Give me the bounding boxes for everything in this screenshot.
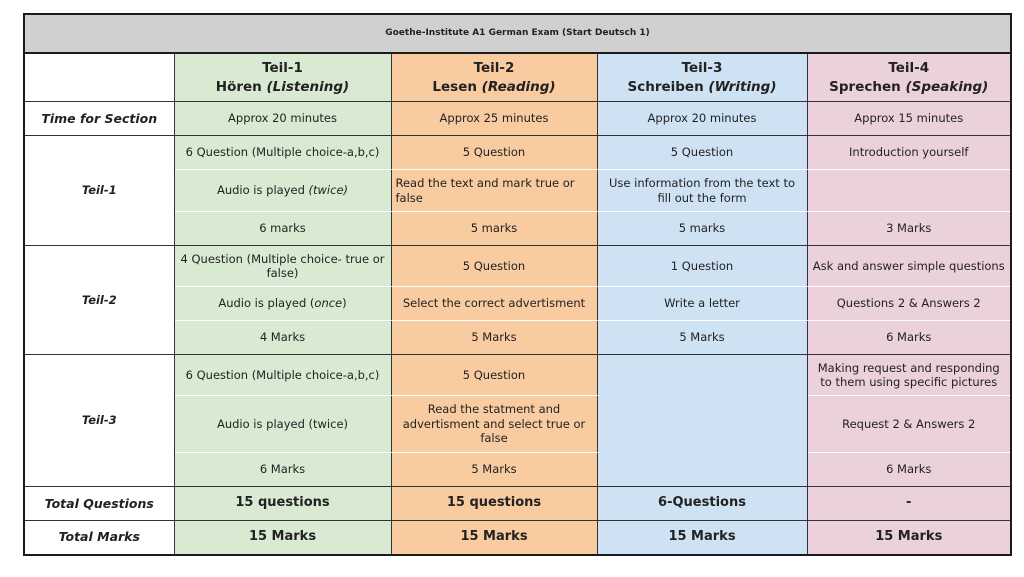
column-header-part: Teil-1 <box>262 60 303 77</box>
column-header-name: Sprechen <box>829 78 901 95</box>
total-questions-row <box>24 487 1011 521</box>
total-marks-row <box>24 521 1011 555</box>
row-label-teil1: Teil-1 <box>24 136 174 246</box>
cell: 6 Marks <box>807 453 1011 487</box>
cell: Questions 2 & Answers 2 <box>807 287 1011 321</box>
column-header-name: Lesen <box>432 78 477 95</box>
column-header-row <box>24 53 1011 102</box>
cell: 5 Marks <box>597 321 807 355</box>
cell: 6 Marks <box>807 321 1011 355</box>
cell <box>597 453 807 487</box>
cell-emphasis: (twice) <box>308 183 349 198</box>
cell: Select the correct advertisment <box>391 287 597 321</box>
table-row <box>24 355 1011 396</box>
cell: Introduction yourself <box>807 136 1011 170</box>
table-title: Goethe-Institute A1 German Exam (Start Deutsch 1) <box>24 14 1011 53</box>
column-header-name: Schreiben <box>627 78 704 95</box>
row-label-total-marks: Total Marks <box>24 521 174 555</box>
column-header-teil4 <box>807 53 1011 102</box>
table-row <box>24 246 1011 287</box>
row-label-teil3: Teil-3 <box>24 355 174 487</box>
cell: 3 Marks <box>807 212 1011 246</box>
cell: Read the statment and advertisment and select true or false <box>391 396 597 453</box>
corner-cell <box>24 53 174 102</box>
exam-table-container <box>23 13 1012 556</box>
cell: 6 Question (Multiple choice-a,b,c) <box>174 136 391 170</box>
cell: 6 marks <box>174 212 391 246</box>
cell: Approx 25 minutes <box>391 102 597 136</box>
cell: 5 Marks <box>391 453 597 487</box>
table-row <box>24 136 1011 170</box>
cell: Read the text and mark true or false <box>391 170 597 212</box>
title-row <box>24 14 1011 53</box>
cell <box>174 170 391 212</box>
column-header-teil2 <box>391 53 597 102</box>
cell: 15 questions <box>174 487 391 521</box>
cell-emphasis: once <box>314 296 343 311</box>
cell: 1 Question <box>597 246 807 287</box>
column-header-part: Teil-3 <box>681 60 723 77</box>
column-header-translation: (Writing) <box>708 78 777 95</box>
cell <box>807 170 1011 212</box>
cell <box>597 396 807 453</box>
cell: Write a letter <box>597 287 807 321</box>
cell: 15 Marks <box>391 521 597 555</box>
cell: 15 questions <box>391 487 597 521</box>
cell: 4 Question (Multiple choice- true or false) <box>174 246 391 287</box>
row-label-total-questions: Total Questions <box>24 487 174 521</box>
column-header-translation: (Reading) <box>481 78 556 95</box>
column-header-translation: (Listening) <box>266 78 350 95</box>
column-header-name: Hören <box>215 78 262 95</box>
cell <box>597 355 807 396</box>
cell: 4 Marks <box>174 321 391 355</box>
cell: 5 Question <box>391 355 597 396</box>
column-header-teil3 <box>597 53 807 102</box>
cell: Request 2 & Answers 2 <box>807 396 1011 453</box>
cell: 5 marks <box>391 212 597 246</box>
cell-text: Audio is played ( <box>218 296 315 311</box>
cell: 5 Question <box>391 246 597 287</box>
cell: Approx 15 minutes <box>807 102 1011 136</box>
cell: 15 Marks <box>597 521 807 555</box>
cell: 15 Marks <box>807 521 1011 555</box>
exam-table <box>23 13 1012 556</box>
cell: Making request and responding to them using specific pictures <box>807 355 1011 396</box>
cell: Approx 20 minutes <box>597 102 807 136</box>
cell: 5 Question <box>597 136 807 170</box>
cell: 5 marks <box>597 212 807 246</box>
cell: 6 Question (Multiple choice-a,b,c) <box>174 355 391 396</box>
column-header-teil1 <box>174 53 391 102</box>
cell: 6-Questions <box>597 487 807 521</box>
column-header-translation: (Speaking) <box>905 78 989 95</box>
column-header-part: Teil-4 <box>888 60 930 77</box>
cell-text: Audio is played <box>216 183 309 198</box>
time-row <box>24 102 1011 136</box>
row-label-time: Time for Section <box>24 102 174 136</box>
column-header-part: Teil-2 <box>473 60 515 77</box>
cell: Audio is played (twice) <box>174 396 391 453</box>
cell-text: ) <box>342 296 347 311</box>
cell: 5 Marks <box>391 321 597 355</box>
cell <box>174 287 391 321</box>
row-label-teil2: Teil-2 <box>24 246 174 355</box>
cell: Ask and answer simple questions <box>807 246 1011 287</box>
cell: Use information from the text to fill out the form <box>597 170 807 212</box>
cell: 15 Marks <box>174 521 391 555</box>
cell: 5 Question <box>391 136 597 170</box>
cell: - <box>807 487 1011 521</box>
cell: 6 Marks <box>174 453 391 487</box>
cell: Approx 20 minutes <box>174 102 391 136</box>
